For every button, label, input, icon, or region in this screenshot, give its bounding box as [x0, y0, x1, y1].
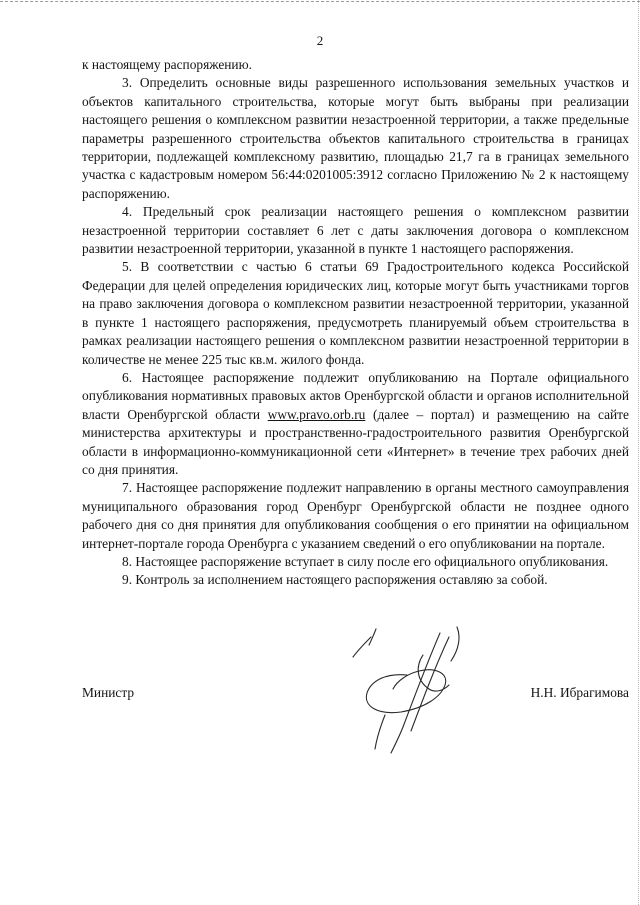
paragraph-3: 3. Определить основные виды разрешенного использования земельных участков и объектов капитального строительства, которые могут быть выбраны при реализации настоящего решения о комплексном развитии незастроенной территории, а также предельные параметры разрешенного строительства объектов капитального строительства в границах территории, подлежащей комплексному развитию, площадью 21,7 га в границах земельного участка с кадастровым номером 56:44:0201005:3912 согласно Приложению № 2 к настоящему распоряжению. — [82, 75, 629, 201]
paragraph-5: 5. В соответствии с частью 6 статьи 69 Градостроительного кодекса Российской Федерации для целей определения юридических лиц, которые могут быть участниками торгов на право заключения договора о комплексном развитии незастроенной территории, указанной в пункте 1 настоящего распоряжения, предусмотреть планируемый объем строительства в рамках реализации настоящего решения о комплексном развитии незастроенной территории в количестве не менее 225 тыс кв.м. жилого фонда. — [82, 259, 629, 367]
paragraph-9: 9. Контроль за исполнением настоящего распоряжения оставляю за собой. — [122, 572, 548, 588]
handwritten-signature — [345, 615, 485, 770]
document-body — [82, 56, 629, 590]
scan-edge-top — [0, 1, 640, 2]
paragraph-7: 7. Настоящее распоряжение подлежит направлению в органы местного самоуправления муниципального образования город Оренбург Оренбургской области не позднее одного рабочего дня со дня принятия для опубликования сообщения о его принятии на официальном интернет-портале города Оренбурга с указанием сведений о его опубликовании на портале. — [82, 480, 629, 551]
pravo-portal-link[interactable]: www.pravo.orb.ru — [267, 406, 366, 422]
paragraph-continuation: к настоящему распоряжению. — [82, 57, 252, 72]
paragraph-6-text-before: 6. Настоящее распоряжение подлежит опубликованию на Портале официального опубликования нормативных правовых актов Оренбургской области и органов исполнительной власти Оренбургской области — [82, 369, 629, 422]
signer-position: Министр — [82, 685, 135, 700]
paragraph-6 — [82, 369, 629, 479]
paragraph-8: 8. Настоящее распоряжение вступает в силу после его официального опубликования. — [122, 553, 609, 569]
paragraph-4: 4. Предельный срок реализации настоящего решения о комплексном развитии незастроенной территории составляет 6 лет с даты заключения договора о комплексном развитии незастроенной территории, указанной в пункте 1 настоящего распоряжения. — [82, 204, 629, 257]
paragraph-6-text-after: (далее – портал) и размещению на сайте министерства архитектуры и пространственно-градостроительного развития Оренбургской области в информационно-коммуникационной сети «Интернет» в течение трех рабочих дней со дня принятия. — [82, 406, 629, 477]
scan-edge-right — [638, 0, 639, 905]
page-number: 2 — [316, 33, 324, 48]
signer-name: Н.Н. Ибрагимова — [530, 685, 629, 700]
